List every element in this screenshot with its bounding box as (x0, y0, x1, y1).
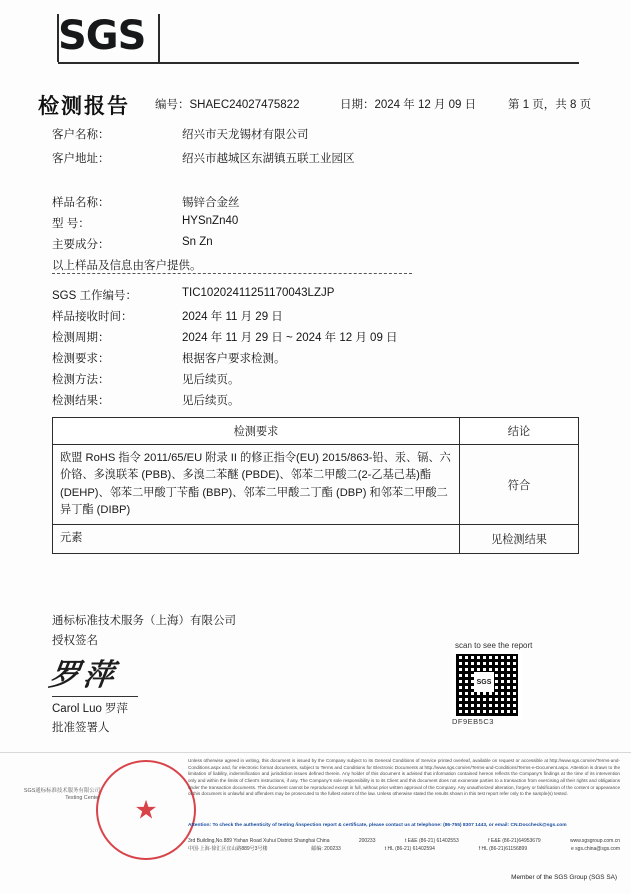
report-date-label: 日期： (340, 99, 375, 111)
qr-center-logo: SGS (474, 672, 494, 692)
company-stamp (96, 760, 196, 860)
report-date-value: 2024 年 12 月 09 日 (374, 99, 477, 111)
client-address-label: 客户地址： (52, 153, 110, 165)
signature-company: 通标标准技术服务（上海）有限公司 (52, 615, 236, 627)
footer-left-text: SGS通标标准技术服务有限公司 Testing Center (23, 788, 100, 802)
footer-divider (0, 752, 631, 753)
footer-zip-en: 200233 (358, 838, 376, 844)
footer-address-en: 3rd Building,No.889 Yishan Road Xuhui District Shanghai China (188, 838, 330, 844)
footer-address-row (188, 838, 620, 846)
signatory-name: Carol Luo 罗萍 (52, 703, 129, 715)
client-name-value: 绍兴市天龙锡材有限公司 (182, 129, 309, 141)
table-row (53, 525, 579, 553)
footer-tel-cn: t HL (86-21) 61402594 (384, 845, 435, 852)
sgs-logo-text: SGS (58, 13, 146, 59)
table-row (53, 445, 579, 525)
footer-email-cn: e sgs.china@sgs.com (571, 845, 620, 852)
footer-zip-cn: 邮编: 200233 (311, 845, 341, 852)
footer-address-cn: 中国·上海·徐汇区宜山路889号3号楼 (188, 845, 268, 852)
sample-name-label: 样品名称： (52, 197, 110, 209)
test-requirement-value: 根据客户要求检测。 (182, 353, 286, 365)
sample-received-value: 2024 年 11 月 29 日 (182, 311, 283, 323)
sample-model-value: HYSnZn40 (182, 215, 239, 227)
handwritten-signature: 罗萍 (47, 658, 120, 693)
sample-received-label: 样品接收时间： (52, 311, 133, 323)
footer-fax-cn: f HL (86-21)61156899 (478, 845, 528, 852)
signatory-role: 批准签署人 (52, 722, 110, 734)
results-table (52, 417, 579, 554)
report-number-label: 编号： (155, 99, 190, 111)
cell-conclusion: 符合 (460, 445, 579, 525)
footer-address-row (188, 846, 620, 854)
footer-web-en: www.sgsgroup.com.cn (569, 838, 620, 844)
job-number-label: SGS 工作编号： (52, 290, 137, 302)
report-date (340, 96, 476, 112)
footer-fax-en: f E&E (86-21)64953679 (488, 838, 541, 844)
report-number-value: SHAEC24027475822 (189, 99, 300, 111)
cell-conclusion: 见检测结果 (460, 525, 579, 553)
footer-tel-en: t E&E (86-21) 61402553 (404, 838, 459, 844)
sgs-logo (58, 14, 168, 60)
star-icon: ★ (134, 794, 158, 825)
client-address-value: 绍兴市越城区东湖镇五联工业园区 (182, 153, 355, 165)
column-header-requirement: 检测要求 (53, 418, 460, 445)
signature-underline (52, 696, 138, 697)
sample-note: 以上样品及信息由客户提供。 (52, 260, 202, 272)
test-method-label: 检测方法： (52, 374, 110, 386)
table-header-row (53, 418, 579, 445)
footer-terms: Unless otherwise agreed in writing, this document is issued by the Company subject to its General Conditions of Service printed overleaf, available on request or accessible at http://www.sgs.com/en/Terms-and-Conditions.aspx and, for electronic format documents, subject to Terms and Conditions for Electronic Documents at http://www.sgs.com/en/Terms-and-Conditions/Terms-e-Document.aspx. Attention is drawn to the limitation of liability, indemnification and jurisdiction issues defined therein. Any holder of this document is advised that information contained hereon reflects the Company's findings at the time of its intervention only and within the limits of Client's instructions, if any. The Company's sole responsibility is to its Client and this document does not exonerate parties to a transaction from exercising all their rights and obligations under the transaction documents. This document cannot be reproduced except in full, without prior written approval of the Company. Any unauthorized alteration, forgery or falsification of the content or appearance of this document is unlawful and offenders may be prosecuted to the fullest extent of the law. Unless otherwise stated the results shown in this test report refer only to the sample(s) tested. (188, 758, 620, 797)
footer-member: Member of the SGS Group (SGS SA) (511, 874, 617, 881)
job-number-value: TIC10202411251170043LZJP (182, 287, 335, 299)
qr-caption: scan to see the report (455, 641, 533, 650)
test-period-label: 检测周期： (52, 332, 110, 344)
test-method-value: 见后续页。 (182, 374, 240, 386)
sample-composition-value: Sn Zn (182, 236, 213, 248)
test-result-value: 见后续页。 (182, 395, 240, 407)
section-divider (52, 273, 412, 274)
sample-name-value: 锡锌合金丝 (182, 197, 240, 209)
cell-requirement: 欧盟 RoHS 指令 2011/65/EU 附录 II 的修正指令(EU) 2015/863-铅、汞、镉、六价铬、多溴联苯 (PBB)、多溴二苯醚 (PBDE)、邻苯二甲酸二(2-乙基己基)酯 (DEHP)、邻苯二甲酸丁苄酯 (BBP)、邻苯二甲酸二丁酯 (DBP) 和邻苯二甲酸二异丁酯 (DIBP) (53, 445, 460, 525)
client-name-label: 客户名称： (52, 129, 110, 141)
signature-label: 授权签名 (52, 635, 98, 647)
page-count: 第 1 页，共 8 页 (508, 99, 592, 111)
test-period-value: 2024 年 11 月 29 日 ~ 2024 年 12 月 09 日 (182, 332, 398, 344)
footer-attention: Attention: To check the authenticity of testing /inspection report & certificate, please contact us at telephone: (86-755) 8307 1443, or email: CN.Doccheck@sgs.com (188, 823, 567, 828)
test-result-label: 检测结果： (52, 395, 110, 407)
footer-address (188, 838, 620, 853)
qr-code-text: DF9EB5C3 (452, 717, 494, 726)
column-header-conclusion: 结论 (460, 418, 579, 445)
cell-requirement: 元素 (53, 525, 460, 553)
sample-composition-label: 主要成分： (52, 239, 110, 251)
test-requirement-label: 检测要求： (52, 353, 110, 365)
sample-model-label: 型 号： (52, 218, 90, 230)
report-number (155, 96, 299, 112)
header-rule (58, 62, 579, 64)
page-title: 检测报告 (38, 95, 130, 118)
